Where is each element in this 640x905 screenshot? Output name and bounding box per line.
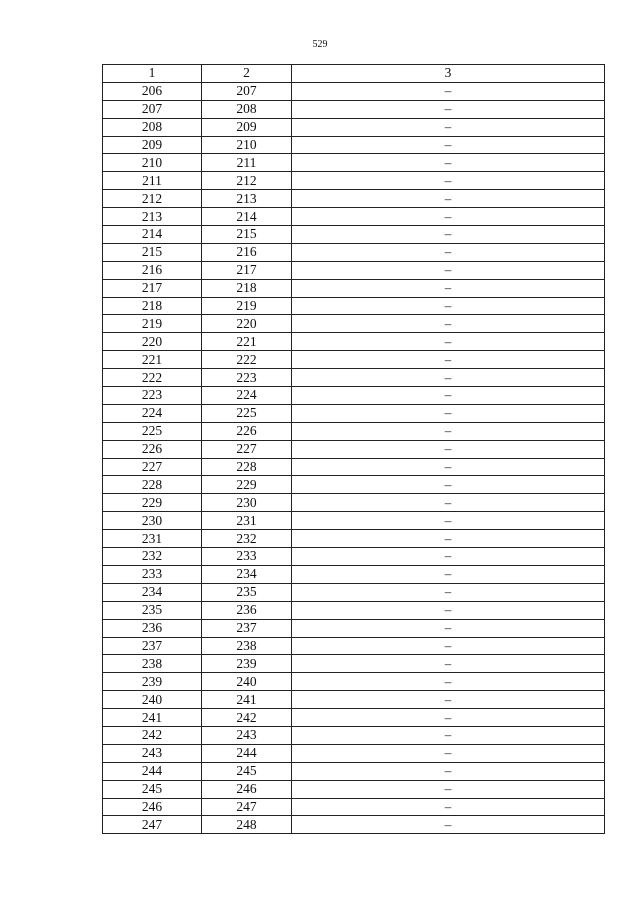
- cell-col-1: 232: [103, 548, 202, 566]
- column-header-1: 1: [103, 65, 202, 83]
- page-number: 529: [312, 39, 328, 50]
- table-row: [103, 297, 605, 315]
- cell-col-1: 246: [103, 798, 202, 816]
- cell-col-1: 210: [103, 154, 202, 172]
- table-row: [103, 780, 605, 798]
- cell-col-1: 235: [103, 601, 202, 619]
- cell-col-2: 228: [202, 458, 292, 476]
- table-row: [103, 82, 605, 100]
- cell-col-3: –: [292, 154, 605, 172]
- cell-col-2: 221: [202, 333, 292, 351]
- table-row: [103, 422, 605, 440]
- cell-col-3: –: [292, 297, 605, 315]
- cell-col-2: 239: [202, 655, 292, 673]
- cell-col-2: 224: [202, 387, 292, 405]
- cell-col-1: 215: [103, 243, 202, 261]
- cell-col-2: 237: [202, 619, 292, 637]
- cell-col-3: –: [292, 744, 605, 762]
- table-row: [103, 440, 605, 458]
- table-row: [103, 315, 605, 333]
- cell-col-1: 231: [103, 530, 202, 548]
- table-row: [103, 494, 605, 512]
- table-row: [103, 709, 605, 727]
- cell-col-3: –: [292, 82, 605, 100]
- cell-col-3: –: [292, 655, 605, 673]
- table-row: [103, 565, 605, 583]
- cell-col-2: 247: [202, 798, 292, 816]
- cell-col-1: 247: [103, 816, 202, 834]
- column-header-2: 2: [202, 65, 292, 83]
- cell-col-2: 219: [202, 297, 292, 315]
- table-row: [103, 154, 605, 172]
- cell-col-2: 225: [202, 404, 292, 422]
- cell-col-2: 207: [202, 82, 292, 100]
- table-header: [103, 65, 605, 83]
- cell-col-3: –: [292, 208, 605, 226]
- cell-col-1: 217: [103, 279, 202, 297]
- cell-col-1: 240: [103, 691, 202, 709]
- cell-col-3: –: [292, 691, 605, 709]
- cell-col-1: 216: [103, 261, 202, 279]
- cell-col-3: –: [292, 387, 605, 405]
- cell-col-3: –: [292, 190, 605, 208]
- cell-col-1: 225: [103, 422, 202, 440]
- table-row: [103, 601, 605, 619]
- cell-col-3: –: [292, 512, 605, 530]
- table-row: [103, 637, 605, 655]
- table-row: [103, 512, 605, 530]
- table-row: [103, 744, 605, 762]
- cell-col-3: –: [292, 351, 605, 369]
- cell-col-2: 233: [202, 548, 292, 566]
- cell-col-1: 209: [103, 136, 202, 154]
- table-row: [103, 458, 605, 476]
- column-header-3: 3: [292, 65, 605, 83]
- cell-col-3: –: [292, 601, 605, 619]
- cell-col-3: –: [292, 673, 605, 691]
- cell-col-2: 236: [202, 601, 292, 619]
- cell-col-2: 242: [202, 709, 292, 727]
- cell-col-1: 236: [103, 619, 202, 637]
- cell-col-3: –: [292, 422, 605, 440]
- table-row: [103, 476, 605, 494]
- cell-col-3: –: [292, 243, 605, 261]
- cell-col-2: 216: [202, 243, 292, 261]
- cell-col-2: 230: [202, 494, 292, 512]
- cell-col-2: 238: [202, 637, 292, 655]
- cell-col-2: 241: [202, 691, 292, 709]
- cell-col-3: –: [292, 619, 605, 637]
- table-row: [103, 261, 605, 279]
- cell-col-1: 224: [103, 404, 202, 422]
- cell-col-1: 221: [103, 351, 202, 369]
- cell-col-3: –: [292, 172, 605, 190]
- cell-col-1: 227: [103, 458, 202, 476]
- cell-col-1: 234: [103, 583, 202, 601]
- cell-col-3: –: [292, 637, 605, 655]
- cell-col-1: 211: [103, 172, 202, 190]
- table-row: [103, 726, 605, 744]
- cell-col-2: 248: [202, 816, 292, 834]
- cell-col-1: 245: [103, 780, 202, 798]
- table-body: [103, 82, 605, 833]
- cell-col-1: 214: [103, 226, 202, 244]
- cell-col-1: 212: [103, 190, 202, 208]
- table-row: [103, 136, 605, 154]
- cell-col-3: –: [292, 261, 605, 279]
- cell-col-1: 233: [103, 565, 202, 583]
- cell-col-1: 237: [103, 637, 202, 655]
- cell-col-2: 212: [202, 172, 292, 190]
- cell-col-3: –: [292, 136, 605, 154]
- cell-col-2: 246: [202, 780, 292, 798]
- cell-col-3: –: [292, 458, 605, 476]
- table-row: [103, 190, 605, 208]
- cell-col-3: –: [292, 530, 605, 548]
- cell-col-2: 223: [202, 369, 292, 387]
- table-row: [103, 243, 605, 261]
- cell-col-3: –: [292, 816, 605, 834]
- table-row: [103, 548, 605, 566]
- cell-col-2: 209: [202, 118, 292, 136]
- cell-col-3: –: [292, 709, 605, 727]
- table-row: [103, 172, 605, 190]
- table-row: [103, 226, 605, 244]
- table-row: [103, 279, 605, 297]
- cell-col-2: 227: [202, 440, 292, 458]
- cell-col-1: 207: [103, 100, 202, 118]
- cell-col-2: 229: [202, 476, 292, 494]
- cell-col-3: –: [292, 404, 605, 422]
- table-row: [103, 619, 605, 637]
- cell-col-1: 230: [103, 512, 202, 530]
- cell-col-2: 234: [202, 565, 292, 583]
- table-row: [103, 798, 605, 816]
- table-row: [103, 351, 605, 369]
- cell-col-1: 244: [103, 762, 202, 780]
- cell-col-1: 206: [103, 82, 202, 100]
- cell-col-2: 215: [202, 226, 292, 244]
- table-row: [103, 655, 605, 673]
- cell-col-2: 232: [202, 530, 292, 548]
- cell-col-1: 243: [103, 744, 202, 762]
- cell-col-3: –: [292, 548, 605, 566]
- cell-col-2: 244: [202, 744, 292, 762]
- table-row: [103, 100, 605, 118]
- cell-col-2: 220: [202, 315, 292, 333]
- table-row: [103, 762, 605, 780]
- cell-col-1: 218: [103, 297, 202, 315]
- cell-col-2: 208: [202, 100, 292, 118]
- cell-col-3: –: [292, 118, 605, 136]
- cell-col-1: 228: [103, 476, 202, 494]
- cell-col-3: –: [292, 315, 605, 333]
- table-row: [103, 673, 605, 691]
- table-row: [103, 208, 605, 226]
- cell-col-1: 239: [103, 673, 202, 691]
- table-row: [103, 583, 605, 601]
- cell-col-3: –: [292, 279, 605, 297]
- cell-col-3: –: [292, 369, 605, 387]
- table-row: [103, 369, 605, 387]
- cell-col-1: 223: [103, 387, 202, 405]
- cell-col-3: –: [292, 726, 605, 744]
- table-row: [103, 118, 605, 136]
- cell-col-3: –: [292, 583, 605, 601]
- cell-col-3: –: [292, 494, 605, 512]
- header-row: [103, 65, 605, 83]
- cell-col-2: 218: [202, 279, 292, 297]
- cell-col-1: 222: [103, 369, 202, 387]
- cell-col-3: –: [292, 476, 605, 494]
- cell-col-3: –: [292, 762, 605, 780]
- cell-col-2: 213: [202, 190, 292, 208]
- cell-col-2: 235: [202, 583, 292, 601]
- cell-col-2: 217: [202, 261, 292, 279]
- table-row: [103, 530, 605, 548]
- data-table: [102, 64, 605, 834]
- cell-col-3: –: [292, 565, 605, 583]
- cell-col-2: 243: [202, 726, 292, 744]
- cell-col-3: –: [292, 333, 605, 351]
- cell-col-3: –: [292, 100, 605, 118]
- cell-col-1: 238: [103, 655, 202, 673]
- cell-col-1: 229: [103, 494, 202, 512]
- cell-col-2: 222: [202, 351, 292, 369]
- cell-col-3: –: [292, 780, 605, 798]
- cell-col-3: –: [292, 440, 605, 458]
- cell-col-2: 240: [202, 673, 292, 691]
- cell-col-2: 231: [202, 512, 292, 530]
- cell-col-1: 226: [103, 440, 202, 458]
- table-row: [103, 691, 605, 709]
- cell-col-1: 219: [103, 315, 202, 333]
- cell-col-2: 210: [202, 136, 292, 154]
- cell-col-1: 208: [103, 118, 202, 136]
- cell-col-1: 241: [103, 709, 202, 727]
- cell-col-2: 214: [202, 208, 292, 226]
- table-row: [103, 816, 605, 834]
- table-row: [103, 387, 605, 405]
- cell-col-2: 245: [202, 762, 292, 780]
- cell-col-1: 220: [103, 333, 202, 351]
- cell-col-2: 226: [202, 422, 292, 440]
- table-row: [103, 404, 605, 422]
- table-row: [103, 333, 605, 351]
- cell-col-3: –: [292, 798, 605, 816]
- cell-col-3: –: [292, 226, 605, 244]
- cell-col-1: 213: [103, 208, 202, 226]
- cell-col-1: 242: [103, 726, 202, 744]
- cell-col-2: 211: [202, 154, 292, 172]
